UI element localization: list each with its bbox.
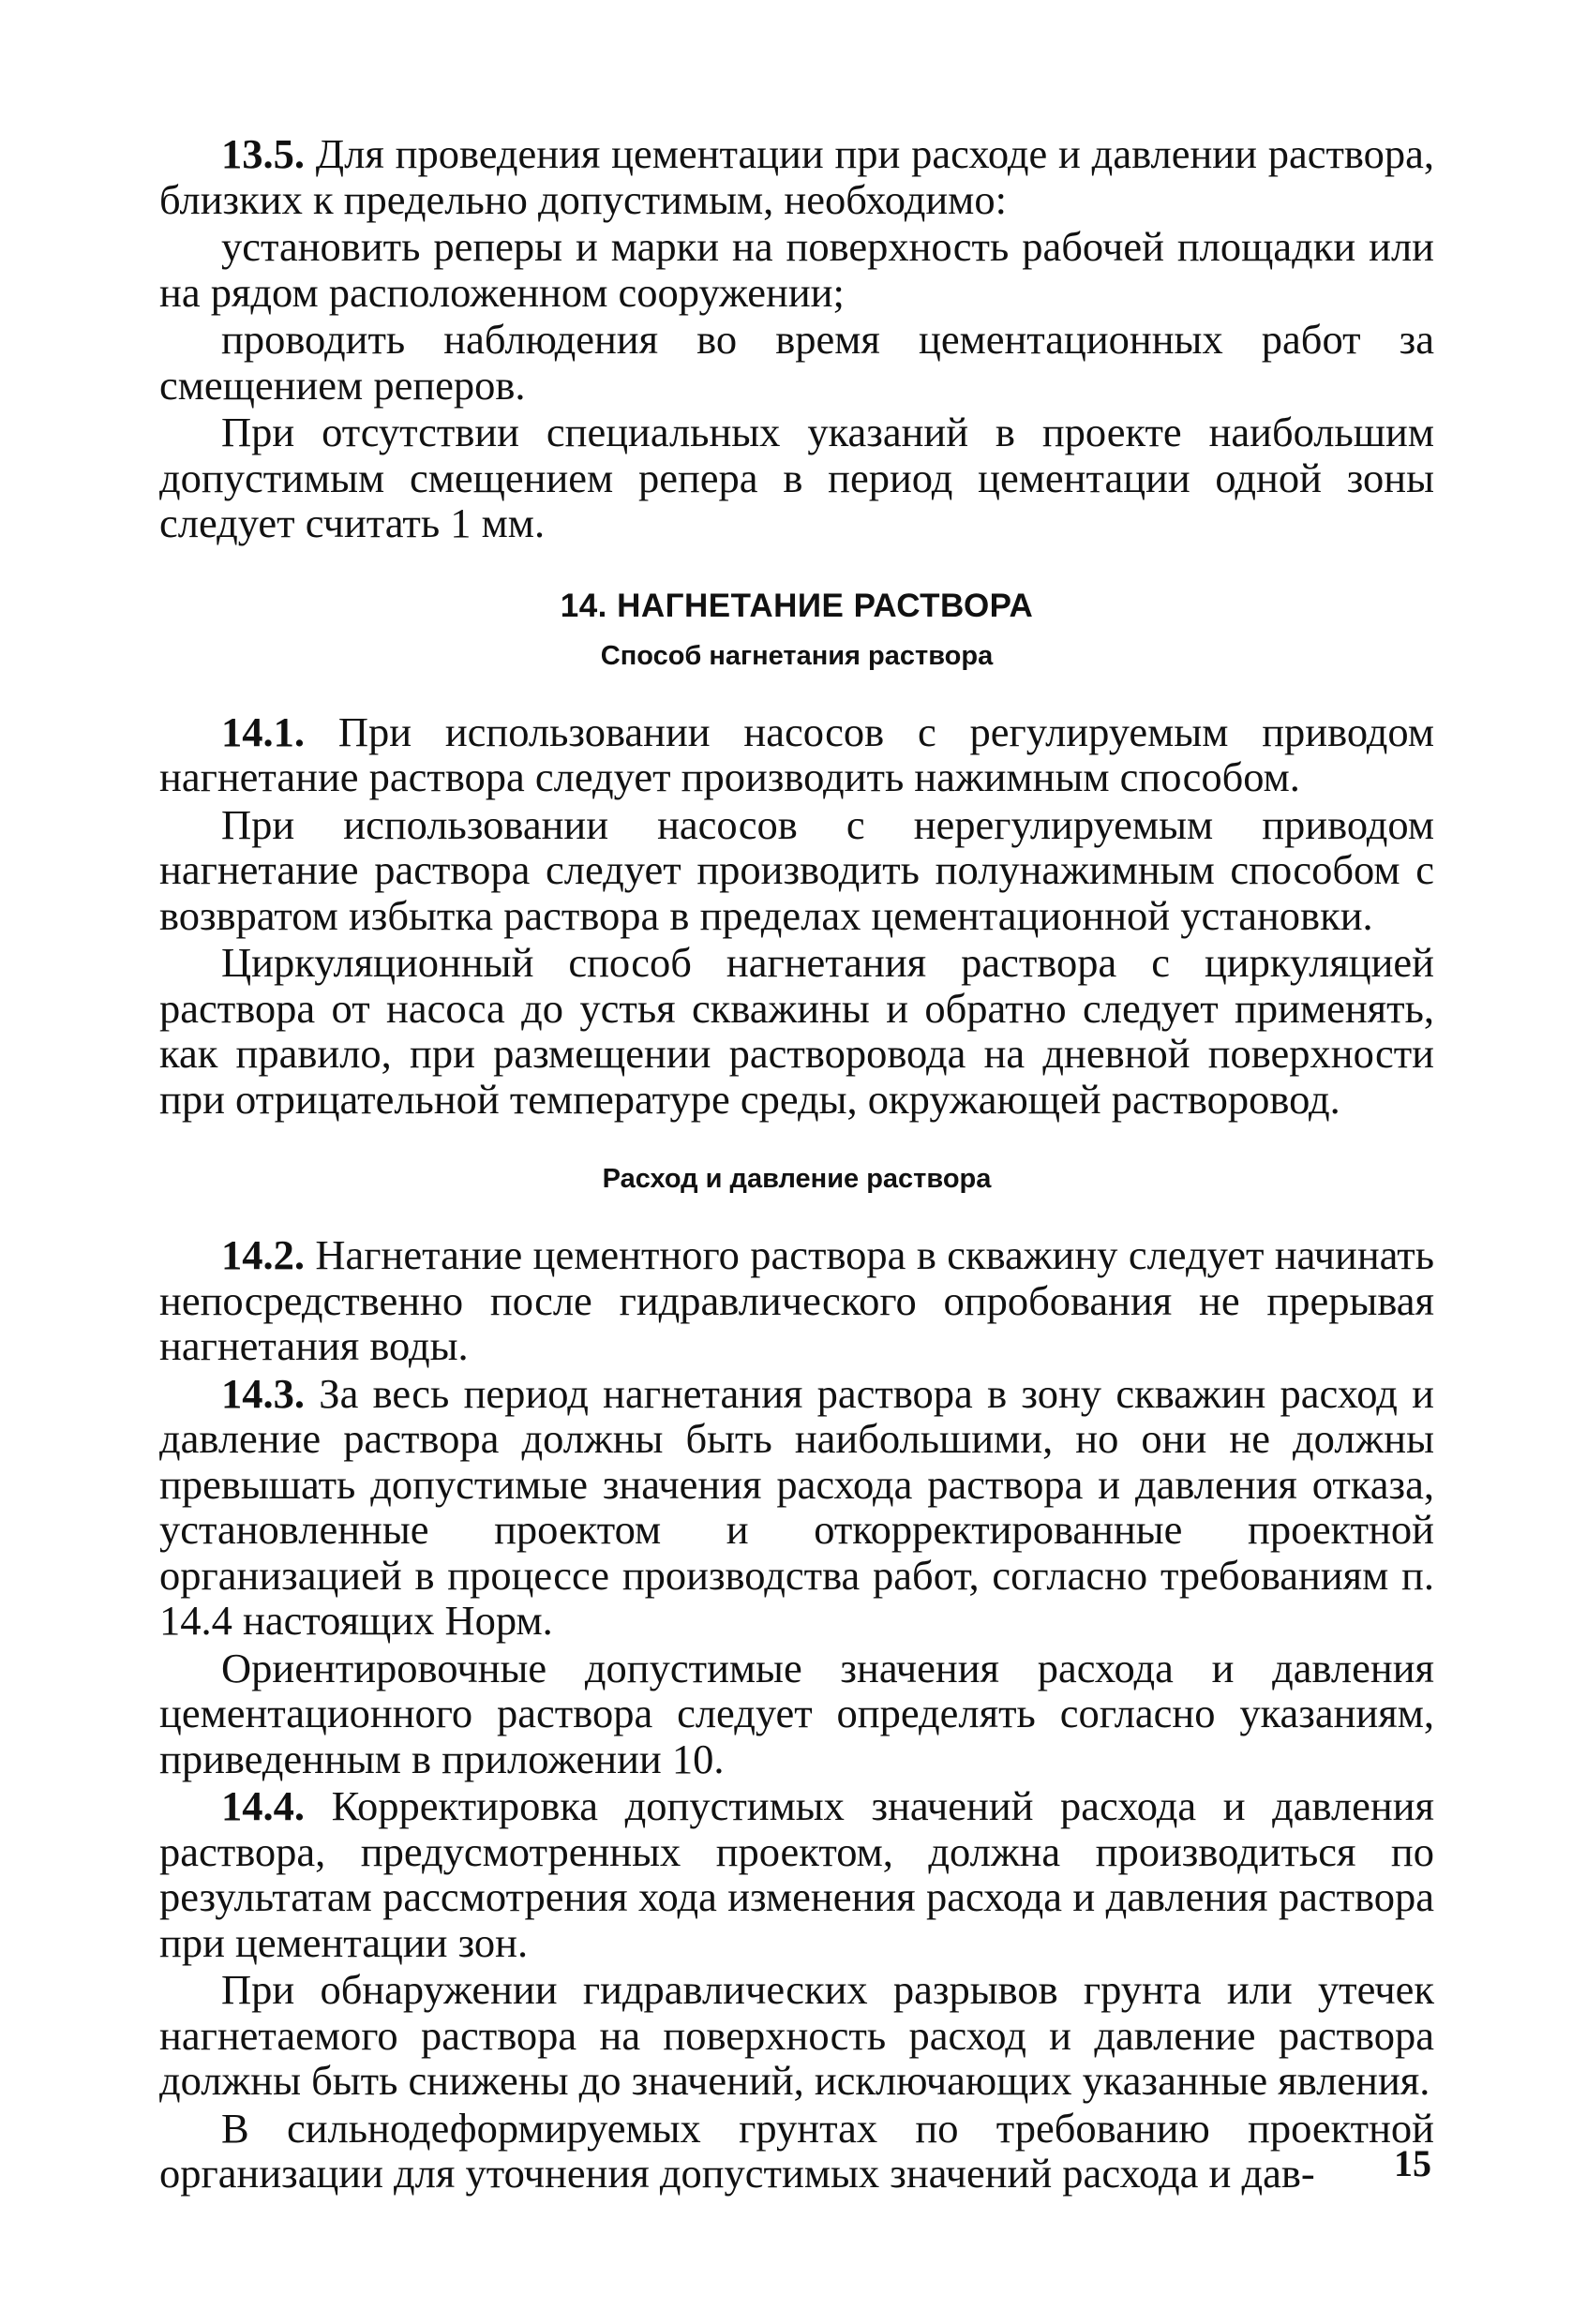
paragraph-text: При использовании насосов с регулируемым приводом нагнетание раствора следует производить нажимным способом. <box>159 708 1434 800</box>
paragraph-text: При использовании насосов с нерегулируемым приводом нагнетание раствора следует производить полунажимным способом с возвратом избытка раствора в пределах цементационной установки. <box>159 800 1434 939</box>
section-title: 14. НАГНЕТАНИЕ РАСТВОРА <box>560 587 1034 624</box>
paragraph-14-1 <box>159 709 1434 800</box>
clause-number: 14.1. <box>221 708 305 755</box>
clause-number: 14.3. <box>221 1369 305 1417</box>
paragraph-text: При обнаружении гидравлических разрывов грунта или утечек нагнетаемого раствора на поверхность расход и давление раствора должны быть снижены до значений, исключающих указанные явления. <box>159 1966 1434 2104</box>
paragraph-text: Ориентировочные допустимые значения расхода и давления цементационного раствора следует определять согласно указаниям, приведенным в приложении 10. <box>159 1644 1434 1782</box>
paragraph-text: В сильнодеформируемых грунтах по требованию проектной организации для уточнения допустимых значений расхода и дав- <box>159 2104 1434 2197</box>
paragraph-text: Нагнетание цементного раствора в скважину следует начинать непосредственно после гидравлического опробования не прерывая нагнетания воды. <box>159 1231 1434 1369</box>
paragraph-item <box>159 802 1434 939</box>
paragraph-text: установить реперы и марки на поверхность рабочей площадки или на рядом расположенном сооружении; <box>159 223 1434 316</box>
paragraph-item <box>159 224 1434 315</box>
section-14-flow-body <box>159 1232 1434 2197</box>
paragraph-text: Корректировка допустимых значений расхода и давления раствора, предусмотренных проектом, должна производиться по результатам рассмотрения хода изменения расхода и давления раствора при цементации зон. <box>159 1782 1434 1966</box>
paragraph-text: Циркуляционный способ нагнетания раствора с циркуляцией раствора от насоса до устья скважины и обратно следует применять, как правило, при размещении растворовода на дневной поверхности при отрицательной температуре среды, окружающей растворовод. <box>159 939 1434 1123</box>
paragraph-text: За весь период нагнетания раствора в зону скважин расход и давление раствора должны быть наибольшими, но они не должны превышать допустимые значения расхода раствора и давления отказа, установленные проектом и откорректированные проектной организацией в процессе производства работ, согласно требованиям п. 14.4 настоящих Норм. <box>159 1369 1434 1644</box>
document-page <box>159 131 1434 2197</box>
section-14-method-body <box>159 709 1434 1123</box>
paragraph-13-5 <box>159 131 1434 222</box>
paragraph-text: Для проведения цементации при расходе и давлении раствора, близких к предельно допустимым, необходимо: <box>159 130 1434 223</box>
paragraph-14-3 <box>159 1371 1434 1644</box>
clause-number: 14.2. <box>221 1231 305 1278</box>
clause-number: 13.5. <box>221 130 305 177</box>
paragraph-item <box>159 410 1434 546</box>
paragraph-14-4 <box>159 1783 1434 1965</box>
subsection-title-flow-pressure: Расход и давление раствора <box>602 1164 992 1194</box>
paragraph-text: проводить наблюдения во время цементационных работ за смещением реперов. <box>159 316 1434 409</box>
paragraph-item <box>159 317 1434 408</box>
section-13-body <box>159 131 1434 546</box>
paragraph-text: При отсутствии специальных указаний в проекте наибольшим допустимым смещением репера в период цементации одной зоны следует считать 1 мм. <box>159 409 1434 546</box>
paragraph-item <box>159 1967 1434 2104</box>
paragraph-item <box>159 1646 1434 1782</box>
paragraph-14-2 <box>159 1232 1434 1369</box>
clause-number: 14.4. <box>221 1782 305 1829</box>
subsection-title-method: Способ нагнетания раствора <box>600 640 994 671</box>
page-number: 15 <box>1394 2142 1431 2184</box>
paragraph-item <box>159 940 1434 1122</box>
paragraph-item <box>159 2106 1434 2197</box>
